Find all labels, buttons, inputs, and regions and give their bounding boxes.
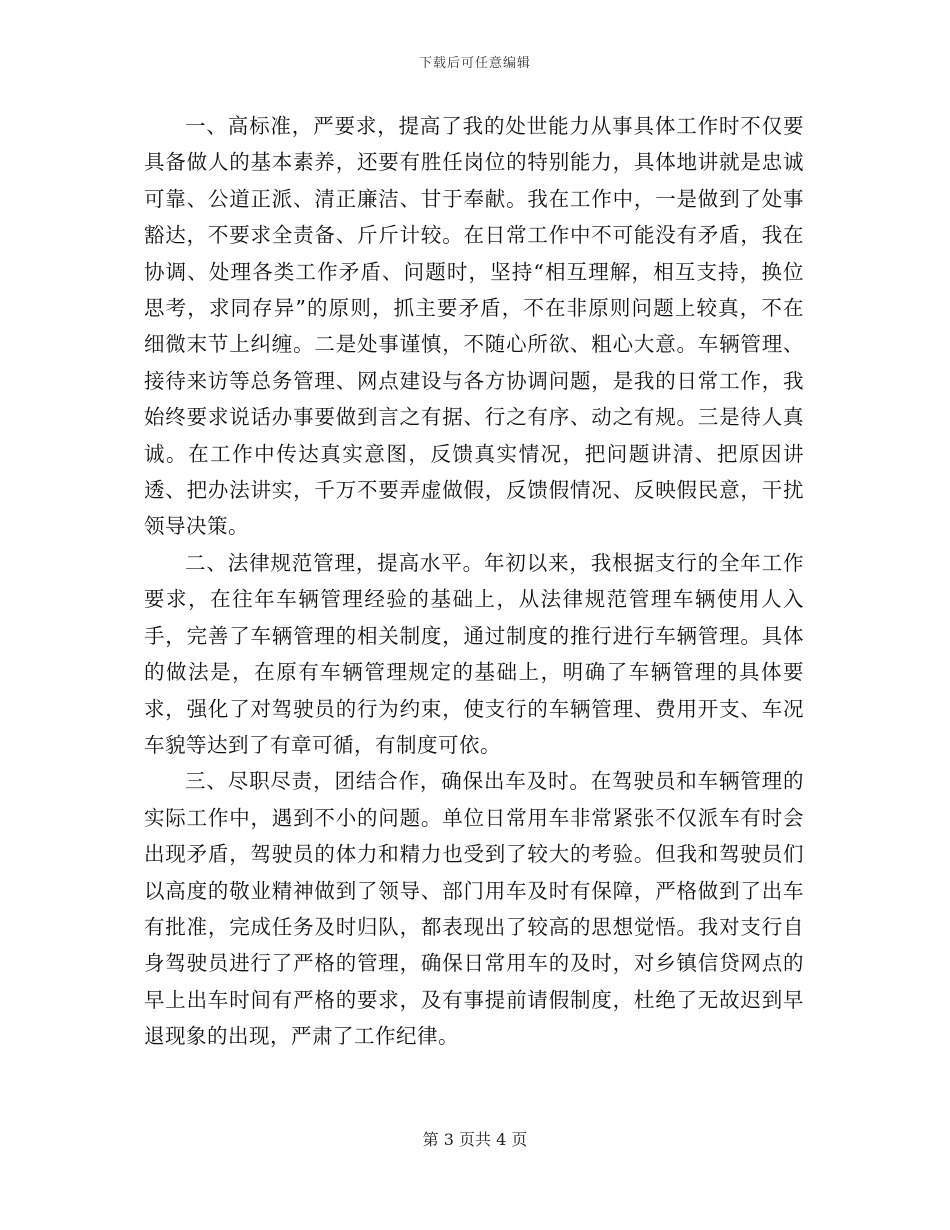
paragraph-3: 三、尽职尽责，团结合作，确保出车及时。在驾驶员和车辆管理的实际工作中，遇到不小的问题。单位日常用车非常紧张不仅派车有时会出现矛盾，驾驶员的体力和精力也受到了较大的考验。但我和驾驶员们以高度的敬业精神做到了领导、部门用车及时有保障，严格做到了出车有批准，完成任务及时归队，都表现出了较高的思想觉悟。我对支行自身驾驶员进行了严格的管理，确保日常用车的及时，对乡镇信贷网点的早上出车时间有严格的要求，及有事提前请假制度，杜绝了无故迟到早退现象的出现，严肃了工作纪律。 (144, 769, 804, 1049)
paragraph-2: 二、法律规范管理，提高水平。年初以来，我根据支行的全年工作要求，在往年车辆管理经验的基础上，从法律规范管理车辆使用人入手，完善了车辆管理的相关制度，通过制度的推行进行车辆管理。具体的做法是，在原有车辆管理规定的基础上，明确了车辆管理的具体要求，强化了对驾驶员的行为约束，使支行的车辆管理、费用开支、车况车貌等达到了有章可循，有制度可依。 (144, 550, 804, 757)
page-footer: 第 3 页共 4 页 (422, 1130, 528, 1149)
document-body (144, 108, 804, 1055)
page-header: 下载后可任意编辑 (418, 56, 531, 71)
paragraph-1: 一、高标准，严要求，提高了我的处世能力从事具体工作时不仅要具备做人的基本素养，还要有胜任岗位的特别能力，具体地讲就是忠诚可靠、公道正派、清正廉洁、甘于奉献。我在工作中，一是做到了处事豁达，不要求全责备、斤斤计较。在日常工作中不可能没有矛盾，我在协调、处理各类工作矛盾、问题时，坚持“相互理解，相互支持，换位思考，求同存异”的原则，抓主要矛盾，不在非原则问题上较真，不在细微末节上纠缠。二是处事谨慎，不随心所欲、粗心大意。车辆管理、接待来访等总务管理、网点建设与各方协调问题，是我的日常工作，我始终要求说话办事要做到言之有据、行之有序、动之有规。三是待人真诚。在工作中传达真实意图，反馈真实情况，把问题讲清、把原因讲透、把办法讲实，千万不要弄虚做假，反馈假情况、反映假民意，干扰领导决策。 (144, 114, 804, 539)
